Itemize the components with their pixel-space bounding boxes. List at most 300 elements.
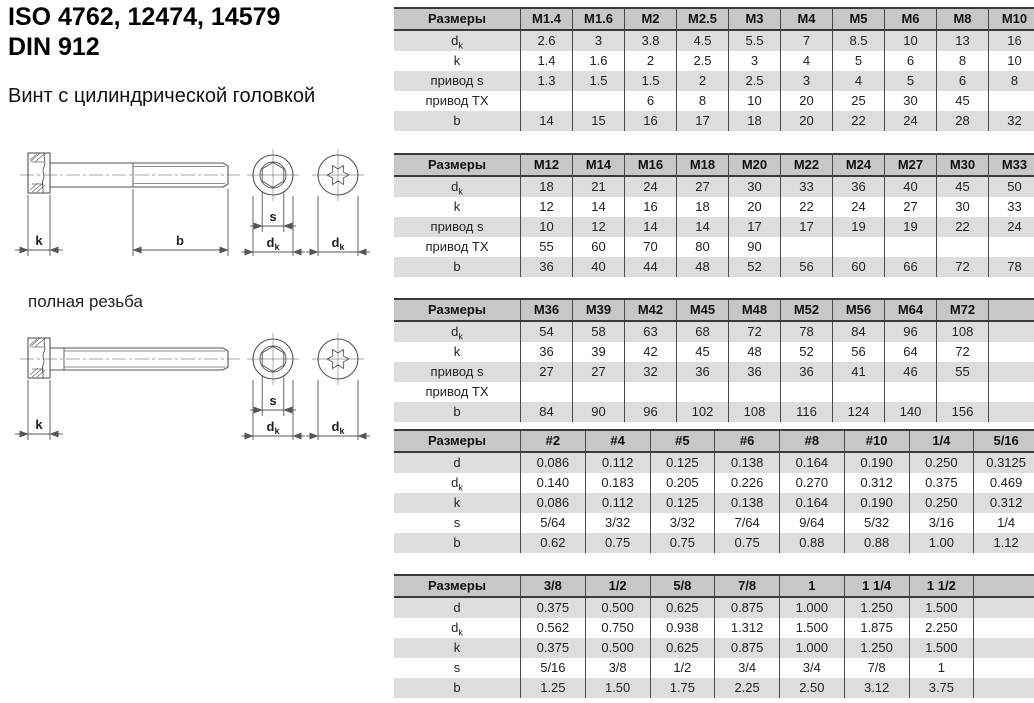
- header-row: [394, 575, 1034, 597]
- value-cell: 8: [989, 71, 1034, 91]
- table-inch-small: [394, 429, 1030, 553]
- value-cell: 8: [677, 91, 729, 111]
- value-cell: 5/32: [844, 513, 909, 533]
- table-row: [394, 513, 1034, 533]
- value-cell: [937, 237, 989, 257]
- drawing-full-thread-screw: [8, 330, 380, 448]
- value-cell: 10: [729, 91, 781, 111]
- value-cell: 30: [937, 197, 989, 217]
- value-cell: 25: [833, 91, 885, 111]
- value-cell: 1.5: [573, 71, 625, 91]
- value-cell: 22: [781, 197, 833, 217]
- value-cell: 78: [989, 257, 1034, 277]
- table-row: [394, 362, 1034, 382]
- row-label: s: [394, 513, 521, 533]
- row-label: b: [394, 111, 521, 131]
- value-cell: 2.50: [780, 678, 845, 698]
- value-cell: 40: [885, 176, 937, 197]
- value-cell: 1.12: [974, 533, 1034, 553]
- table-row: [394, 217, 1034, 237]
- value-cell: 0.75: [585, 533, 650, 553]
- value-cell: 56: [781, 257, 833, 277]
- table-row: [394, 91, 1034, 111]
- value-cell: 1.875: [844, 618, 909, 638]
- value-cell: 1.000: [780, 638, 845, 658]
- dim-label-dk: $d_k$: [331, 419, 345, 436]
- row-label: b: [394, 402, 521, 422]
- value-cell: 48: [677, 257, 729, 277]
- value-cell: 0.125: [650, 493, 715, 513]
- value-cell: 1.3: [521, 71, 573, 91]
- value-cell: 20: [781, 111, 833, 131]
- socket-end-view: [241, 149, 305, 256]
- value-cell: 36: [729, 362, 781, 382]
- value-cell: 0.138: [715, 493, 780, 513]
- table-metric-m1_4-m10: [394, 7, 1030, 131]
- table-row: [394, 321, 1034, 342]
- product-name: Винт с цилиндрической головкой: [8, 85, 316, 107]
- value-cell: 84: [521, 402, 573, 422]
- value-cell: 36: [521, 342, 573, 362]
- table-row: [394, 51, 1034, 71]
- value-cell: 0.88: [780, 533, 845, 553]
- screw-side-view: [15, 153, 240, 256]
- value-cell: 3: [781, 71, 833, 91]
- value-cell: 40: [573, 257, 625, 277]
- value-cell: [781, 237, 833, 257]
- torx-end-view: [306, 333, 370, 440]
- value-cell: [989, 91, 1034, 111]
- row-label: $d_k$: [394, 176, 521, 197]
- value-cell: 72: [729, 321, 781, 342]
- value-cell: 14: [625, 217, 677, 237]
- dim-label-k: k: [35, 233, 43, 248]
- column-header: M2.5: [677, 8, 729, 30]
- column-header: 3/8: [521, 575, 586, 597]
- spec-table: [394, 574, 1034, 698]
- value-cell: [729, 382, 781, 402]
- value-cell: 90: [573, 402, 625, 422]
- value-cell: 0.88: [844, 533, 909, 553]
- value-cell: 80: [677, 237, 729, 257]
- column-header: M36: [521, 299, 573, 321]
- value-cell: 17: [781, 217, 833, 237]
- value-cell: 9/64: [780, 513, 845, 533]
- value-cell: 0.112: [585, 493, 650, 513]
- value-cell: 18: [521, 176, 573, 197]
- column-header: M8: [937, 8, 989, 30]
- column-header: #2: [521, 430, 586, 452]
- row-label: $d_k$: [394, 30, 521, 51]
- value-cell: 16: [625, 197, 677, 217]
- value-cell: 27: [677, 176, 729, 197]
- table-row: [394, 111, 1034, 131]
- value-cell: 0.125: [650, 452, 715, 473]
- value-cell: 0.75: [715, 533, 780, 553]
- value-cell: 2.6: [521, 30, 573, 51]
- value-cell: 1.5: [625, 71, 677, 91]
- value-cell: 24: [625, 176, 677, 197]
- value-cell: 90: [729, 237, 781, 257]
- value-cell: 7/8: [844, 658, 909, 678]
- value-cell: 5: [833, 51, 885, 71]
- value-cell: 18: [677, 197, 729, 217]
- value-cell: 0.250: [909, 452, 974, 473]
- table-row: [394, 618, 1034, 638]
- column-header: #6: [715, 430, 780, 452]
- value-cell: 52: [729, 257, 781, 277]
- value-cell: 10: [521, 217, 573, 237]
- page-title-din: DIN 912: [8, 33, 100, 61]
- value-cell: 8: [937, 51, 989, 71]
- column-header: M52: [781, 299, 833, 321]
- column-header: #8: [780, 430, 845, 452]
- column-header: M33: [989, 154, 1034, 176]
- dim-label-s: s: [269, 393, 277, 408]
- value-cell: 72: [937, 342, 989, 362]
- value-cell: 22: [833, 111, 885, 131]
- column-header: M72: [937, 299, 989, 321]
- value-cell: [833, 382, 885, 402]
- value-cell: 14: [521, 111, 573, 131]
- value-cell: 0.190: [844, 493, 909, 513]
- value-cell: 1: [909, 658, 974, 678]
- value-cell: 4: [833, 71, 885, 91]
- column-header: M18: [677, 154, 729, 176]
- drawing-partial-thread-screw: [8, 146, 380, 264]
- value-cell: 0.62: [521, 533, 586, 553]
- value-cell: 19: [833, 217, 885, 237]
- column-header: M10: [989, 8, 1034, 30]
- column-header: M22: [781, 154, 833, 176]
- row-label: k: [394, 493, 521, 513]
- value-cell: 2: [625, 51, 677, 71]
- column-header: M6: [885, 8, 937, 30]
- value-cell: 1.000: [780, 597, 845, 618]
- value-cell: [937, 382, 989, 402]
- table-row: [394, 237, 1034, 257]
- value-cell: 32: [625, 362, 677, 382]
- dim-label-dk: $d_k$: [266, 235, 280, 252]
- table-metric-m36-m72: [394, 298, 1030, 422]
- value-cell: 0.183: [585, 473, 650, 493]
- value-cell: 0.190: [844, 452, 909, 473]
- header-row: [394, 299, 1034, 321]
- value-cell: 46: [885, 362, 937, 382]
- column-header: M30: [937, 154, 989, 176]
- value-cell: 6: [885, 51, 937, 71]
- value-cell: 27: [885, 197, 937, 217]
- value-cell: 27: [521, 362, 573, 382]
- value-cell: 1.500: [909, 597, 974, 618]
- value-cell: [573, 382, 625, 402]
- value-cell: 3.75: [909, 678, 974, 698]
- column-header: M48: [729, 299, 781, 321]
- value-cell: 8.5: [833, 30, 885, 51]
- table-row: [394, 493, 1034, 513]
- value-cell: 0.226: [715, 473, 780, 493]
- value-cell: 3.12: [844, 678, 909, 698]
- column-header: 1/2: [585, 575, 650, 597]
- value-cell: 0.750: [585, 618, 650, 638]
- value-cell: 1.6: [573, 51, 625, 71]
- spec-table: [394, 298, 1034, 422]
- value-cell: 2.250: [909, 618, 974, 638]
- value-cell: 0.164: [780, 493, 845, 513]
- row-label: привод s: [394, 217, 521, 237]
- column-header: M45: [677, 299, 729, 321]
- row-label: b: [394, 533, 521, 553]
- row-label: привод s: [394, 71, 521, 91]
- value-cell: 12: [521, 197, 573, 217]
- value-cell: 70: [625, 237, 677, 257]
- value-cell: [974, 638, 1034, 658]
- row-label: привод TX: [394, 382, 521, 402]
- dim-label-s: s: [269, 209, 277, 224]
- value-cell: 58: [573, 321, 625, 342]
- column-header: 1 1/4: [844, 575, 909, 597]
- value-cell: 14: [573, 197, 625, 217]
- dim-label-dk: $d_k$: [266, 419, 280, 436]
- value-cell: 1.4: [521, 51, 573, 71]
- value-cell: 0.312: [974, 493, 1034, 513]
- value-cell: 30: [885, 91, 937, 111]
- value-cell: 30: [729, 176, 781, 197]
- value-cell: 3/32: [585, 513, 650, 533]
- column-header: M3: [729, 8, 781, 30]
- value-cell: 14: [677, 217, 729, 237]
- column-header: #10: [844, 430, 909, 452]
- value-cell: 2: [677, 71, 729, 91]
- value-cell: 66: [885, 257, 937, 277]
- value-cell: 3/4: [715, 658, 780, 678]
- value-cell: [885, 237, 937, 257]
- value-cell: 55: [521, 237, 573, 257]
- value-cell: 1.500: [909, 638, 974, 658]
- value-cell: [885, 382, 937, 402]
- value-cell: 54: [521, 321, 573, 342]
- value-cell: 22: [937, 217, 989, 237]
- value-cell: 20: [729, 197, 781, 217]
- value-cell: 102: [677, 402, 729, 422]
- value-cell: 68: [677, 321, 729, 342]
- value-cell: [974, 618, 1034, 638]
- table-row: [394, 678, 1034, 698]
- title-block: [8, 2, 315, 108]
- value-cell: [974, 678, 1034, 698]
- row-label: b: [394, 257, 521, 277]
- value-cell: [989, 402, 1034, 422]
- value-cell: 5/16: [521, 658, 586, 678]
- row-label: привод TX: [394, 91, 521, 111]
- value-cell: [989, 321, 1034, 342]
- value-cell: 19: [885, 217, 937, 237]
- value-cell: 3: [573, 30, 625, 51]
- table-row: [394, 452, 1034, 473]
- value-cell: 2.25: [715, 678, 780, 698]
- value-cell: 33: [989, 197, 1034, 217]
- row-label: k: [394, 342, 521, 362]
- value-cell: 3: [729, 51, 781, 71]
- value-cell: 3/8: [585, 658, 650, 678]
- column-header: M20: [729, 154, 781, 176]
- value-cell: 55: [937, 362, 989, 382]
- value-cell: [521, 91, 573, 111]
- value-cell: 3/4: [780, 658, 845, 678]
- column-header: 1 1/2: [909, 575, 974, 597]
- table-row: [394, 402, 1034, 422]
- value-cell: 45: [677, 342, 729, 362]
- column-header: 5/8: [650, 575, 715, 597]
- value-cell: 44: [625, 257, 677, 277]
- value-cell: [989, 237, 1034, 257]
- value-cell: 116: [781, 402, 833, 422]
- value-cell: 17: [729, 217, 781, 237]
- value-cell: 12: [573, 217, 625, 237]
- value-cell: 0.75: [650, 533, 715, 553]
- column-header: #5: [650, 430, 715, 452]
- value-cell: 20: [781, 91, 833, 111]
- value-cell: 1.250: [844, 597, 909, 618]
- row-label: привод s: [394, 362, 521, 382]
- column-header-sizes: Размеры: [394, 8, 521, 30]
- value-cell: 0.375: [521, 638, 586, 658]
- column-header: M2: [625, 8, 677, 30]
- value-cell: 0.875: [715, 597, 780, 618]
- table-row: [394, 533, 1034, 553]
- column-header: M16: [625, 154, 677, 176]
- column-header-sizes: Размеры: [394, 430, 521, 452]
- dim-label-dk: $d_k$: [331, 235, 345, 252]
- row-label: d: [394, 452, 521, 473]
- value-cell: 27: [573, 362, 625, 382]
- value-cell: 0.164: [780, 452, 845, 473]
- spec-table: [394, 153, 1034, 277]
- value-cell: 96: [625, 402, 677, 422]
- table-row: [394, 658, 1034, 678]
- table-row: [394, 597, 1034, 618]
- row-label: $d_k$: [394, 473, 521, 493]
- value-cell: 72: [937, 257, 989, 277]
- value-cell: [521, 382, 573, 402]
- column-header-sizes: Размеры: [394, 575, 521, 597]
- row-label: k: [394, 638, 521, 658]
- value-cell: 84: [833, 321, 885, 342]
- value-cell: 24: [989, 217, 1034, 237]
- table-row: [394, 197, 1034, 217]
- value-cell: 1.250: [844, 638, 909, 658]
- row-label: d: [394, 597, 521, 618]
- column-header-sizes: Размеры: [394, 154, 521, 176]
- value-cell: 0.250: [909, 493, 974, 513]
- table-row: [394, 257, 1034, 277]
- value-cell: 48: [729, 342, 781, 362]
- value-cell: 0.312: [844, 473, 909, 493]
- header-row: [394, 8, 1034, 30]
- column-header-sizes: Размеры: [394, 299, 521, 321]
- value-cell: 52: [781, 342, 833, 362]
- column-header: [989, 299, 1034, 321]
- column-header: M64: [885, 299, 937, 321]
- column-header: M1.6: [573, 8, 625, 30]
- value-cell: 2.5: [729, 71, 781, 91]
- value-cell: 3/16: [909, 513, 974, 533]
- column-header: M39: [573, 299, 625, 321]
- value-cell: [974, 597, 1034, 618]
- value-cell: 41: [833, 362, 885, 382]
- column-header: M12: [521, 154, 573, 176]
- value-cell: 16: [989, 30, 1034, 51]
- table-row: [394, 473, 1034, 493]
- header-row: [394, 154, 1034, 176]
- row-label: k: [394, 197, 521, 217]
- row-label: b: [394, 678, 521, 698]
- column-header: 1: [780, 575, 845, 597]
- table-row: [394, 342, 1034, 362]
- value-cell: 32: [989, 111, 1034, 131]
- value-cell: 0.086: [521, 452, 586, 473]
- column-header: M5: [833, 8, 885, 30]
- value-cell: 0.875: [715, 638, 780, 658]
- column-header: M4: [781, 8, 833, 30]
- row-label: s: [394, 658, 521, 678]
- column-header: M27: [885, 154, 937, 176]
- table-row: [394, 30, 1034, 51]
- value-cell: 0.625: [650, 597, 715, 618]
- value-cell: 1.25: [521, 678, 586, 698]
- column-header: M42: [625, 299, 677, 321]
- table-metric-m12-m33: [394, 153, 1030, 277]
- value-cell: 0.205: [650, 473, 715, 493]
- value-cell: 13: [937, 30, 989, 51]
- value-cell: 0.3125: [974, 452, 1034, 473]
- value-cell: 3/32: [650, 513, 715, 533]
- value-cell: 1/2: [650, 658, 715, 678]
- value-cell: 0.086: [521, 493, 586, 513]
- full-thread-note: полная резьба: [28, 292, 143, 311]
- value-cell: 63: [625, 321, 677, 342]
- value-cell: 16: [625, 111, 677, 131]
- value-cell: 0.469: [974, 473, 1034, 493]
- row-label: $d_k$: [394, 321, 521, 342]
- value-cell: 96: [885, 321, 937, 342]
- dim-label-k: k: [35, 417, 43, 432]
- value-cell: 0.938: [650, 618, 715, 638]
- value-cell: 0.500: [585, 597, 650, 618]
- value-cell: 24: [885, 111, 937, 131]
- value-cell: 140: [885, 402, 937, 422]
- column-header: M56: [833, 299, 885, 321]
- value-cell: 24: [833, 197, 885, 217]
- value-cell: 0.625: [650, 638, 715, 658]
- value-cell: [974, 658, 1034, 678]
- column-header: M1.4: [521, 8, 573, 30]
- value-cell: 6: [937, 71, 989, 91]
- value-cell: 0.375: [909, 473, 974, 493]
- value-cell: 0.562: [521, 618, 586, 638]
- value-cell: 2.5: [677, 51, 729, 71]
- value-cell: 60: [573, 237, 625, 257]
- value-cell: 0.270: [780, 473, 845, 493]
- value-cell: 10: [989, 51, 1034, 71]
- column-header: 5/16: [974, 430, 1034, 452]
- value-cell: 60: [833, 257, 885, 277]
- column-header: M24: [833, 154, 885, 176]
- table-inch-large: [394, 574, 1030, 698]
- value-cell: 33: [781, 176, 833, 197]
- value-cell: 56: [833, 342, 885, 362]
- value-cell: 0.138: [715, 452, 780, 473]
